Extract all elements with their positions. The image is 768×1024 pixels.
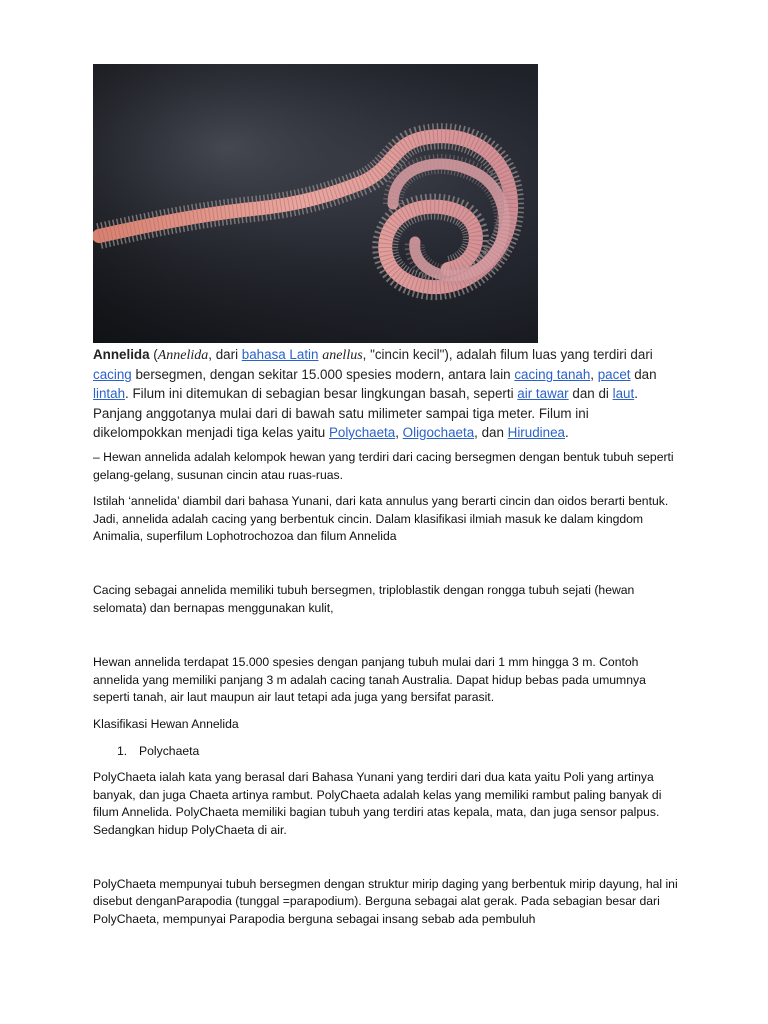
list-item [93,743,678,761]
list-number: 1. [117,743,128,758]
paragraph-etymology: Istilah ‘annelida’ diambil dari bahasa Yunani, dari kata annulus yang berarti cincin dan oidos berarti bentuk. Jadi, annelida adalah cacing yang berbentuk cincin. Dalam klasifikasi ilmiah masuk ke dalam kingdom Animalia, superfilum Lophotrochozoa dan filum Annelida [93,494,669,544]
link-hirudinea[interactable]: Hirudinea [507,424,565,440]
link-cacing-tanah[interactable]: cacing tanah [514,367,591,383]
term-anellus: anellus [322,348,363,363]
link-laut[interactable]: laut [612,386,635,402]
list-text: Polychaeta [139,743,200,758]
paragraph-species: Hewan annelida terdapat 15.000 spesies dengan panjang tubuh mulai dari 1 mm hingga 3 m. Contoh annelida yang memiliki panjang 3 m adalah cacing tanah Australia. Dapat hidup bebas pada umumnya seperti tanah, air laut maupun air laut tetapi ada juga yang bersifat parasit. [93,655,646,705]
term-latin: Annelida [157,348,209,363]
annelid-worm-photo [93,64,538,343]
paragraph-polychaeta-parapodia: PolyChaeta mempunyai tubuh bersegmen dengan struktur mirip daging yang berbentuk mirip dayung, hal ini disebut denganParapodia (tunggal =parapodium). Berguna sebagai alat gerak. Pada sebagian besar dari PolyChaeta, mempunyai Parapodia berguna sebagai insang sebab ada pembuluh [93,876,678,926]
paragraph-body-structure: Cacing sebagai annelida memiliki tubuh bersegmen, triploblastik dengan rongga tubuh sejati (hewan selomata) dan bernapas menggunakan kulit, [93,582,635,615]
paragraph-definition: – Hewan annelida adalah kelompok hewan yang terdiri dari cacing bersegmen dengan bentuk tubuh seperti gelang-gelang, susunan cincin atau ruas-ruas. [93,450,674,482]
link-oligochaeta[interactable]: Oligochaeta [402,424,475,440]
link-air-tawar[interactable]: air tawar [517,386,569,402]
paragraph-polychaeta-intro: PolyChaeta ialah kata yang berasal dari Bahasa Yunani yang terdiri dari dua kata yaitu Poli yang artinya banyak, dan juga Chaeta artinya rambut. PolyChaeta adalah kelas yang memiliki rambut paling banyak di filum Annelida. PolyChaeta memiliki bagian tubuh yang terdiri atas kepala, mata, dan juga sensor palpus. Sedangkan hidup PolyChaeta di air. [93,770,662,837]
link-cacing[interactable]: cacing [93,367,132,383]
heading-classification: Klasifikasi Hewan Annelida [93,716,239,731]
worm-illustration [93,64,538,343]
link-lintah[interactable]: lintah [93,386,126,402]
lead-paragraph: Annelida (Annelida, dari bahasa Latin anellus, "cincin kecil"), adalah filum luas yang terdiri dari cacing bersegmen, dengan sekitar 15.000 spesies modern, antara lain cacing tanah, pacet dan lintah. Filum ini ditemukan di sebagian besar lingkungan basah, seperti air tawar dan di laut. Panjang anggotanya mulai dari di bawah satu milimeter sampai tiga meter. Filum ini dikelompokkan menjadi tiga kelas yaitu Polychaeta, Oligochaeta, dan Hirudinea. [93,347,657,440]
document-page [93,64,678,928]
link-polychaeta[interactable]: Polychaeta [328,424,396,440]
link-bahasa-latin[interactable]: bahasa Latin [241,347,319,362]
link-pacet[interactable]: pacet [597,367,631,383]
term-annelida: Annelida [93,347,150,362]
